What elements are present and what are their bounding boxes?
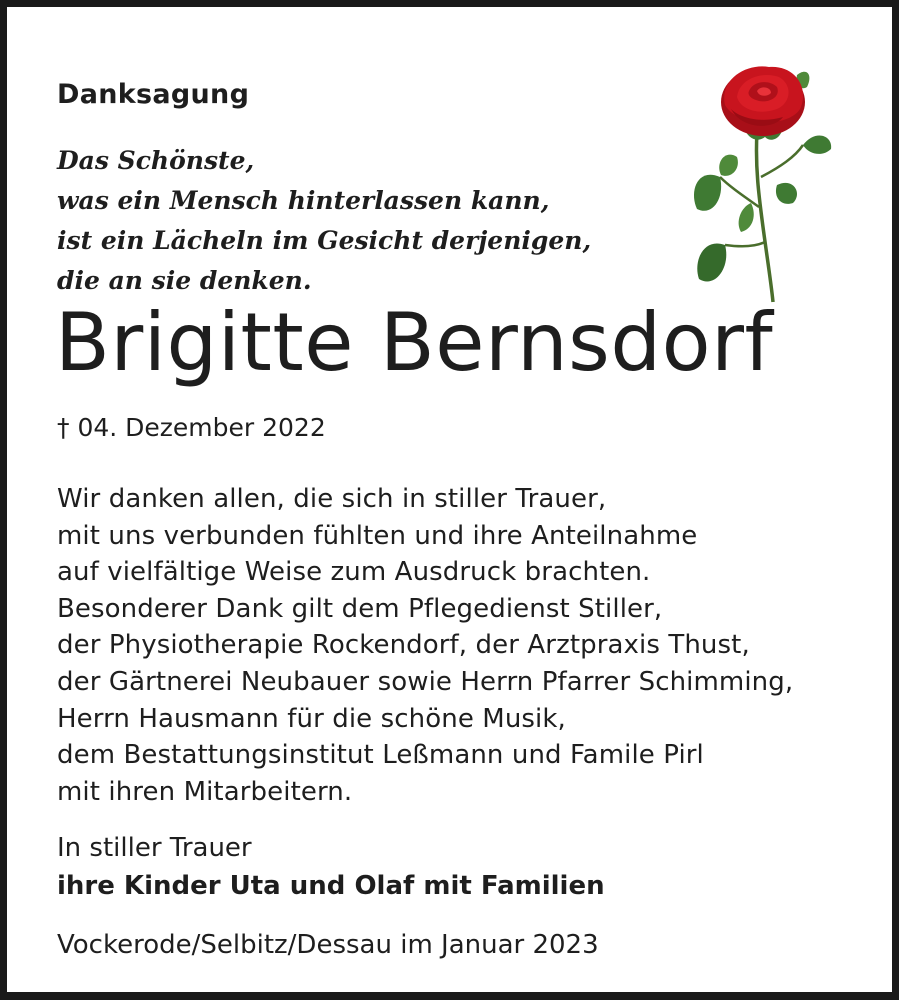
thanks-line: Herrn Hausmann für die schöne Musik, bbox=[57, 703, 566, 734]
memorial-quote bbox=[57, 141, 591, 301]
quote-line: Das Schönste, bbox=[57, 146, 255, 175]
red-rose-icon bbox=[685, 57, 835, 307]
thanks-line: der Gärtnerei Neubauer sowie Herrn Pfarrer Schimming, bbox=[57, 666, 794, 697]
thanks-line: mit uns verbunden fühlten und ihre Anteilnahme bbox=[57, 520, 698, 551]
place-and-date: Vockerode/Selbitz/Dessau im Januar 2023 bbox=[57, 930, 599, 960]
quote-line: ist ein Lächeln im Gesicht derjenigen, bbox=[57, 226, 592, 255]
heading-title: Danksagung bbox=[57, 79, 250, 110]
thanks-line: Wir danken allen, die sich in stiller Trauer, bbox=[57, 484, 607, 514]
family-signature: ihre Kinder Uta und Olaf mit Familien bbox=[57, 871, 605, 901]
quote-line: was ein Mensch hinterlassen kann, bbox=[57, 186, 550, 215]
death-date: † 04. Dezember 2022 bbox=[57, 413, 326, 442]
thanks-line: dem Bestattungsinstitut Leßmann und Famile Pirl bbox=[57, 740, 704, 771]
thanks-line: auf vielfältige Weise zum Ausdruck brachten. bbox=[57, 557, 651, 588]
thanks-line: Besonderer Dank gilt dem Pflegedienst Stiller, bbox=[57, 593, 663, 624]
thanks-line: der Physiotherapie Rockendorf, der Arztpraxis Thust, bbox=[57, 630, 750, 661]
thanks-line: mit ihren Mitarbeitern. bbox=[57, 776, 353, 807]
quote-line: die an sie denken. bbox=[57, 266, 312, 295]
thanks-text bbox=[57, 481, 793, 810]
deceased-name: Brigitte Bernsdorf bbox=[55, 296, 774, 389]
mourning-label: In stiller Trauer bbox=[57, 833, 252, 863]
